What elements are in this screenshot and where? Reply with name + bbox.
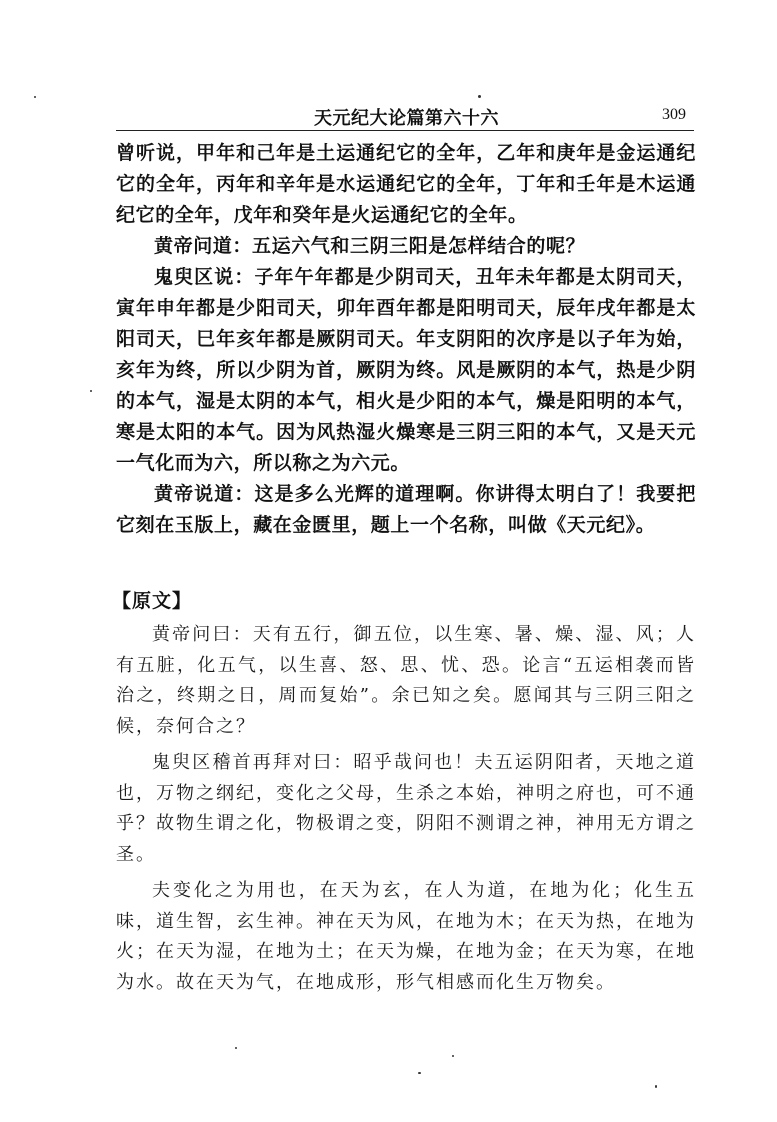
original-text-heading: 【原文】 (112, 590, 193, 612)
original-paragraph: 黄帝问曰：天有五行，御五位，以生寒、暑、燥、湿、风；人有五脏，化五气，以生喜、怒、思、忧、恐。论言“五运相袭而皆治之，终期之日，周而复始”。余已知之矣。愿闻其与三阴三阳之候，奈何合之？ (116, 624, 696, 737)
translation-paragraph: 黄帝说道：这是多么光辉的道理啊。你讲得太明白了！我要把它刻在玉版上，藏在金匮里，题上一个名称，叫做《天元纪》。 (116, 483, 696, 536)
scan-speck (478, 95, 481, 98)
scan-speck (34, 96, 36, 98)
original-paragraph: 鬼臾区稽首再拜对曰：昭乎哉问也！夫五运阴阳者，天地之道也，万物之纲纪，变化之父母，生杀之本始，神明之府也，可不通乎？故物生谓之化，物极谓之变，阴阳不测谓之神，神用无方谓之圣。 (116, 752, 696, 865)
translation-paragraph: 鬼臾区说：子年午年都是少阴司天，丑年未年都是太阴司天，寅年申年都是少阳司天，卯年酉年都是阳明司天，辰年戌年都是太阳司天，巳年亥年都是厥阴司天。年支阴阳的次序是以子年为始，亥年为终，所以少阴为首，厥阴为终。风是厥阴的本气，热是少阴的本气，湿是太阴的本气，相火是少阳的本气，燥是阳明的本气，寒是太阳的本气。因为风热湿火燥寒是三阴三阳的本气，又是天元一气化而为六，所以称之为六元。 (116, 266, 696, 474)
scan-speck (452, 1055, 454, 1057)
scan-speck (655, 1085, 657, 1088)
scan-speck (418, 1072, 421, 1074)
original-paragraph: 夫变化之为用也，在天为玄，在人为道，在地为化；化生五味，道生智，玄生神。神在天为风，在地为木；在天为热，在地为火；在天为湿，在地为土；在天为燥，在地为金；在天为寒，在地为水。故在天为气，在地成形，形气相感而化生万物矣。 (116, 880, 696, 993)
translation-paragraph: 曾听说，甲年和己年是土运通纪它的全年，乙年和庚年是金运通纪它的全年，丙年和辛年是水运通纪它的全年，丁年和壬年是木运通纪它的全年，戊年和癸年是火运通纪它的全年。 (116, 142, 696, 226)
page-number: 309 (662, 106, 686, 123)
translation-section (116, 138, 696, 541)
page-header (116, 104, 694, 131)
scan-speck (235, 1047, 237, 1049)
scan-speck (90, 390, 92, 392)
translation-paragraph: 黄帝问道：五运六气和三阴三阳是怎样结合的呢？ (154, 235, 586, 257)
original-text-section (116, 620, 696, 998)
running-title: 天元纪大论篇第六十六 (314, 108, 499, 129)
